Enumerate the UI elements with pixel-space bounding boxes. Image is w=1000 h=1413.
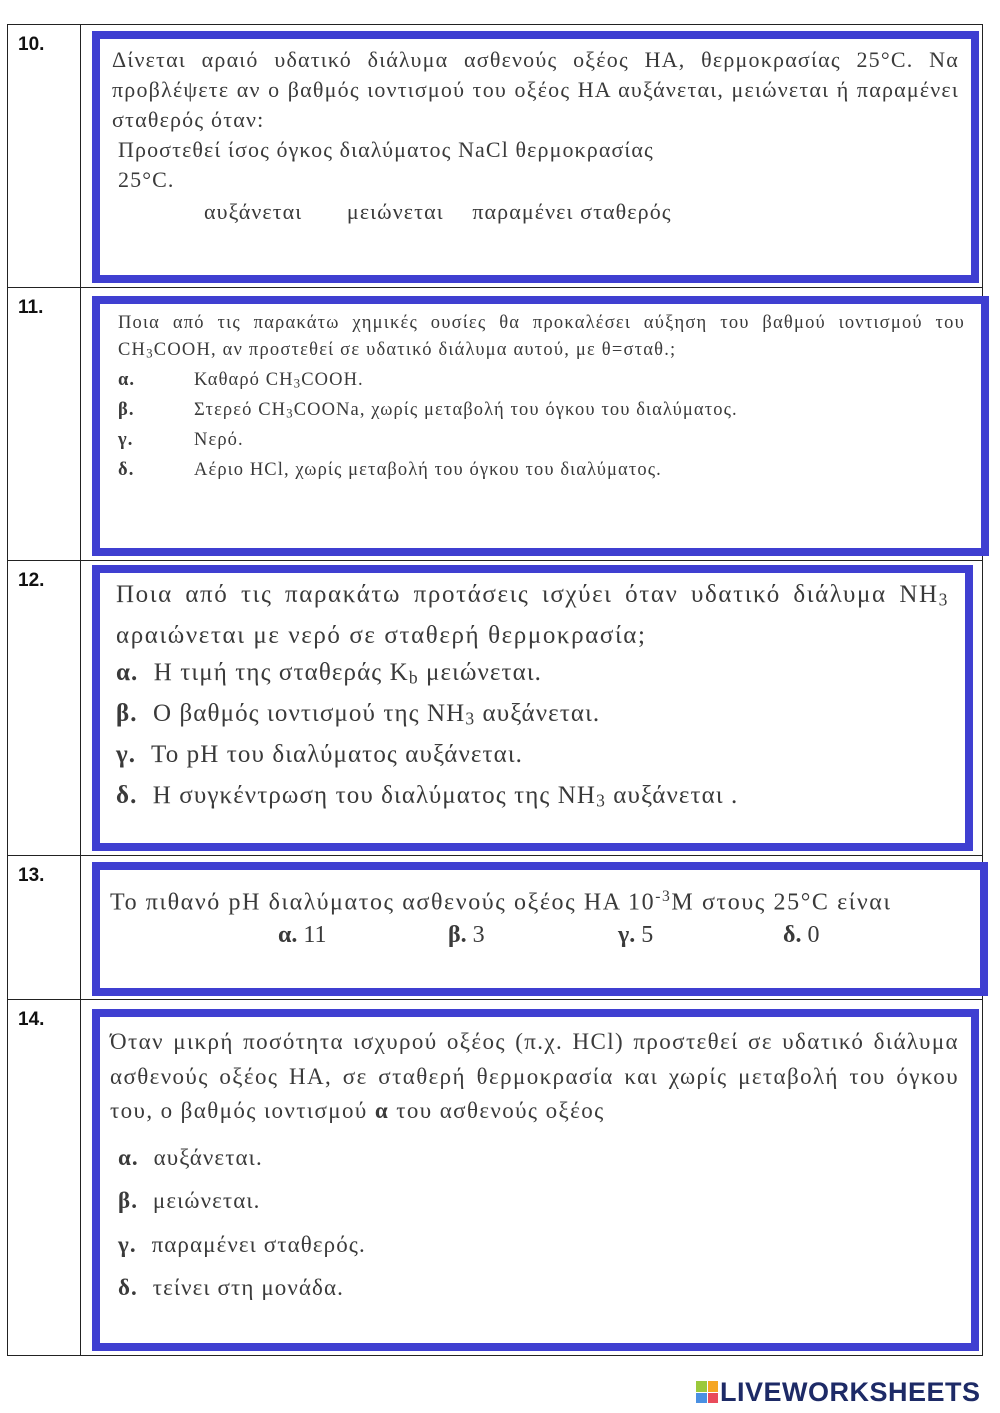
- question-number-cell: [8, 856, 81, 999]
- choice-decreases[interactable]: μειώνεται: [346, 199, 444, 224]
- question-number: 13.: [18, 865, 45, 886]
- option-a[interactable]: α. Η τιμή της σταθεράς $K_b$ μειώνεται.: [116, 658, 543, 687]
- option-b[interactable]: β. Ο βαθμός ιοντισμού της $NH_3$ αυξάνεται.: [116, 699, 601, 728]
- question-stem: Ποια από τις παρακάτω χημικές ουσίες θα προκαλέσει αύξηση του βαθμού ιοντισμού του $CH_3COOH$, αν προστεθεί σε υδατικό διάλυμα αυτού, με θ=σταθ.;: [118, 313, 965, 361]
- question-row-13: [7, 855, 983, 1000]
- option-label: γ.: [118, 429, 134, 450]
- choice-row: [112, 197, 959, 227]
- question-row-11: [7, 287, 983, 561]
- option-b[interactable]: β. μειώνεται.: [118, 1188, 261, 1213]
- option-label: β.: [118, 399, 135, 420]
- liveworksheets-logo-icon: [696, 1381, 718, 1403]
- question-number-cell: [8, 288, 81, 560]
- question-row-12: [7, 560, 983, 856]
- question-number: 11.: [18, 297, 44, 318]
- question-condition-temp: 25°C.: [118, 167, 175, 192]
- question-row-10: [7, 24, 983, 288]
- question-number-cell: [8, 561, 81, 855]
- question-stem: Όταν μικρή ποσότητα ισχυρού οξέος (π.χ. HCl) προστεθεί σε υδατικό διάλυμα ασθενούς οξέος ΗΑ, σε σταθερή θερμοκρασία και χωρίς μεταβολή του όγκου του, ο βαθμός ιοντισμού α του ασθενούς οξέος: [110, 1029, 959, 1123]
- question-condition: Προστεθεί ίσος όγκος διαλύματος NaCl θερμοκρασίας: [118, 137, 654, 162]
- question-box-12: [92, 565, 973, 851]
- question-number-cell: [8, 1000, 81, 1355]
- liveworksheets-logo[interactable]: [696, 1378, 981, 1406]
- option-label: α.: [118, 369, 136, 390]
- brand-name: LIVEWORKSHEETS: [720, 1376, 981, 1407]
- question-row-14: [7, 999, 983, 1356]
- question-box-11: [92, 296, 989, 556]
- question-stem: Το πιθανό pH διαλύματος ασθενούς οξέος ΗΑ $10^{-3}M$ στους 25°C είναι: [110, 888, 892, 916]
- option-a[interactable]: α. αυξάνεται.: [118, 1144, 263, 1170]
- question-number-cell: [8, 25, 81, 287]
- option-d[interactable]: δ. Αέριο HCl, χωρίς μεταβολή του όγκου του διαλύματος.: [118, 457, 965, 487]
- option-b[interactable]: β. 3: [448, 921, 485, 948]
- option-c[interactable]: γ. Το pH του διαλύματος αυξάνεται.: [116, 740, 523, 768]
- question-number: 10.: [18, 34, 45, 55]
- question-box-10: [92, 31, 979, 283]
- option-d[interactable]: δ. 0: [783, 921, 820, 948]
- option-c[interactable]: γ. Νερό.: [118, 427, 965, 457]
- question-number: 12.: [18, 570, 45, 591]
- option-a[interactable]: α. 11: [278, 921, 327, 948]
- question-box-13: [92, 862, 988, 996]
- choice-constant[interactable]: παραμένει σταθερός: [472, 199, 672, 224]
- option-d[interactable]: δ. Η συγκέντρωση του διαλύματος της $NH_3$ αυξάνεται .: [116, 781, 739, 810]
- question-stem: Ποια από τις παρακάτω προτάσεις ισχύει όταν υδατικό διάλυμα $NH_3$ αραιώνεται με νερό σε σταθερή θερμοκρασία;: [116, 581, 949, 649]
- question-stem: Δίνεται αραιό υδατικό διάλυμα ασθενούς οξέος ΗΑ, θερμοκρασίας 25°C. Να προβλέψετε αν ο βαθμός ιοντισμού του οξέος ΗΑ αυξάνεται, μειώνεται ή παραμένει σταθερός όταν:: [112, 47, 959, 132]
- option-c[interactable]: γ. 5: [618, 921, 654, 948]
- option-c[interactable]: γ. παραμένει σταθερός.: [118, 1231, 366, 1257]
- option-b[interactable]: β. Στερεό $CH_3COONa$, χωρίς μεταβολή του όγκου του διαλύματος.: [118, 397, 965, 427]
- option-label: δ.: [118, 459, 135, 480]
- question-box-14: [92, 1009, 979, 1351]
- option-a[interactable]: α. Καθαρό $CH_3COOH$.: [118, 367, 965, 397]
- choice-row: [110, 918, 972, 952]
- choice-increases[interactable]: αυξάνεται: [204, 199, 303, 224]
- question-number: 14.: [18, 1009, 45, 1030]
- option-d[interactable]: δ. τείνει στη μονάδα.: [118, 1275, 344, 1300]
